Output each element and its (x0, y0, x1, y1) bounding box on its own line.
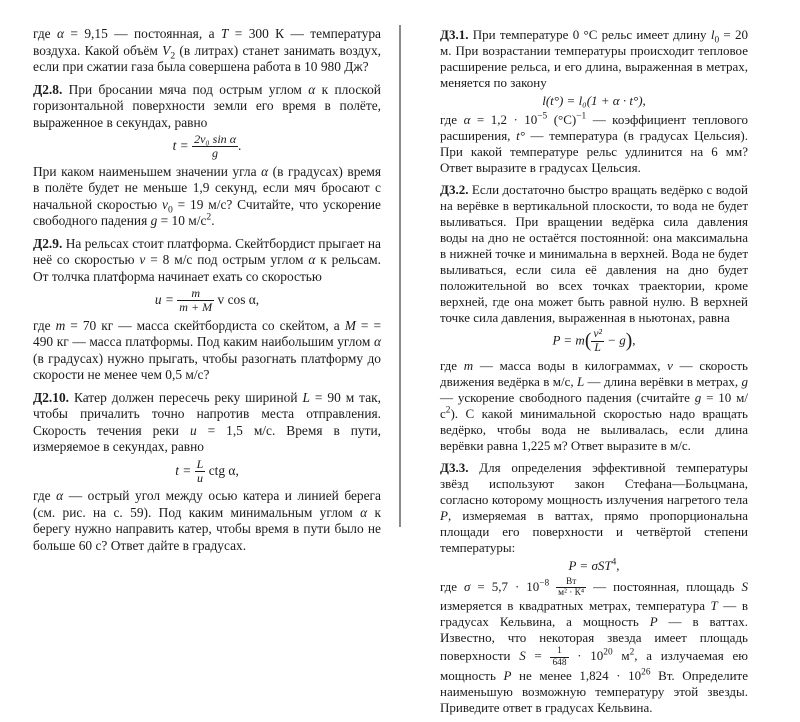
numerator: v² (593, 327, 603, 340)
fraction (195, 458, 206, 486)
area-fraction (550, 646, 568, 668)
text: · 10 (568, 648, 604, 664)
var-alpha: α (56, 26, 65, 41)
formula-lhs: t = (172, 137, 189, 153)
text: (в литрах) станет занимать воздух, если при сжатии газа была совершена работа в 10 980 Дж? (33, 42, 381, 74)
var-t: t° (516, 128, 525, 143)
problem-d3-2 (440, 182, 748, 454)
text: — масса воды в килограммах, (473, 357, 668, 373)
var-v: v (161, 196, 168, 212)
formula-text: l(t°) = l₀(1 + α · t°), (542, 93, 646, 108)
text: При каком наименьшем значении угла (33, 163, 262, 179)
var-g: g (694, 389, 702, 405)
problem-d2-10 (33, 390, 381, 555)
text: Вт. Определите наименьшую возможную температуру этой звезды. Приведите ответ в градусах Кельвина. (440, 667, 748, 715)
text: = 8 м/с под острым углом (145, 252, 309, 268)
paren-close: ) (625, 330, 633, 352)
intro-paragraph (33, 26, 381, 76)
formula-end: , (616, 557, 620, 573)
denominator: u (195, 471, 206, 485)
var-T: T (710, 598, 718, 614)
var-alpha: α (261, 163, 269, 179)
superscript: 2 (445, 405, 451, 416)
problem-number: Д3.3. (440, 459, 469, 475)
formula-lhs: P = m (552, 332, 585, 348)
formula (33, 458, 381, 486)
var-m: m (55, 317, 66, 333)
formula-lhs: u = (154, 291, 174, 307)
text: — коэффициент теплового расширения, (440, 112, 748, 143)
text: к рельсам. От толчка платформа начинает ехать со скоростью (33, 252, 381, 284)
problem-d3-3 (440, 460, 748, 716)
formula-lhs: t = (175, 462, 192, 478)
text: . (211, 213, 215, 229)
denominator: m + M (179, 300, 213, 315)
problem-statement (440, 182, 748, 326)
problem-d3-1 (440, 27, 748, 176)
paren-open: ( (584, 330, 592, 352)
formula-end: . (238, 137, 242, 153)
text: где (33, 488, 57, 504)
superscript: −1 (576, 111, 587, 122)
text: — температура (в градусах Цельсия). При какой температуре рельс удлинится на 6 мм? Ответ выразите в градусах Цельсия. (440, 128, 748, 175)
problem-d2-9 (33, 236, 381, 384)
superscript: −5 (537, 111, 548, 122)
var-alpha: α (360, 504, 368, 520)
text: ). С какой минимальной скоростью надо вращать ведёрко, чтобы вода не выливалась, если длина верёвки равна 1,225 м? Ответ выразите в м/с. (440, 405, 748, 453)
fraction (177, 287, 214, 315)
right-column (440, 27, 748, 722)
subscript: 0 (714, 35, 720, 46)
var-alpha: α (308, 252, 316, 268)
text: При бросании мяча под острым углом (62, 81, 309, 97)
superscript: 26 (641, 667, 651, 678)
problem-question (440, 358, 748, 454)
problem-statement (440, 27, 748, 91)
text: — острый угол между осью катера и линией берега (см. рис. на с. 59). Под каким минимальным углом (33, 488, 381, 520)
problem-statement (33, 82, 381, 132)
problem-question (440, 577, 748, 716)
var-S: S (741, 578, 749, 594)
numerator: 2v₀ sin α (194, 132, 237, 146)
var-L: L (576, 373, 585, 389)
text: — постоянная, площадь (586, 578, 742, 594)
denominator: м² · К⁴ (558, 588, 585, 598)
superscript: 2 (629, 647, 635, 658)
numerator: 1 (557, 646, 562, 657)
text: где (440, 578, 465, 594)
denominator: g (192, 146, 238, 160)
text: (°С) (547, 112, 577, 127)
formula (440, 93, 748, 109)
fraction (591, 328, 604, 355)
var-L: L (302, 389, 310, 405)
text: измеряется в квадратных метрах, температура (440, 598, 711, 614)
text: — длина верёвки в метрах, (584, 373, 742, 389)
subscript: 0 (167, 204, 173, 216)
text: = 20 м. При возрастании температуры происходит тепловое расширение рельса, и его длина, выраженная в метрах, меняется по закону (440, 27, 748, 90)
var-m: m (463, 357, 474, 373)
text: = 9,15 — постоянная, а (64, 26, 221, 41)
superscript: −8 (539, 578, 550, 589)
formula-end: , (632, 332, 636, 348)
text: — в ваттах. Известно, что некоторая звезда имеет площадь поверхности (440, 614, 748, 664)
problem-question (33, 164, 381, 230)
text: = = 490 кг — масса платформы. Под каким наибольшим углом (33, 317, 381, 350)
text: где (440, 112, 464, 127)
text: , а излучаемая ею мощность (440, 648, 748, 683)
superscript: 2 (206, 211, 212, 223)
problem-statement (33, 390, 381, 456)
text: = 300 К — температура воздуха. Какой объём (33, 26, 381, 58)
var-u: u (189, 422, 197, 438)
text: Для определения эффективной температуры звёзд используют закон Стефана—Больцмана, согласно которому мощность излучения нагретого тела (440, 459, 748, 507)
text: = 5,7 · 10 (470, 578, 540, 594)
text: На рельсах стоит платформа. Скейтбордист прыгает на неё со скоростью (33, 235, 381, 268)
text: Если достаточно быстро вращать ведёрко с водой на верёвке в вертикальной плоскости, то вода не будет выливаться. При вращении ведёрка сила давления воды на дно не остаётся постоянной: она максимальна в нижней точке и минимальна в верхней. Вода не будет выливаться, если сила её давления на дно будет положительной во всех точках траектории, кроме верхней, где она может быть равной нулю. В верхней точке сила давления, выраженная в ньютонах, равна (440, 182, 748, 325)
text: = 1,5 м/с. Время в пути, измеряемое в секундах, равно (33, 422, 381, 455)
text: = 70 кг — масса скейтбордиста со скейтом, а (65, 317, 345, 333)
var-P: P (649, 614, 658, 630)
problem-number: Д2.10. (33, 389, 69, 405)
numerator: L (196, 456, 204, 471)
text: — ускорение свободного падения (считайте (440, 389, 695, 405)
formula-minus-g: − g (604, 332, 626, 348)
problem-question (33, 318, 381, 384)
var-P: P (440, 507, 448, 523)
superscript: 4 (611, 557, 617, 568)
text: = 10 м/с (157, 213, 207, 229)
formula (33, 287, 381, 315)
formula-rhs: v cos α, (217, 291, 260, 307)
text: где (33, 317, 56, 333)
text: (в градусах) время в полёте будет не меньше 1,9 секунд, если мяч бросают с начальной скоростью (33, 163, 381, 212)
problem-number: Д3.1. (440, 27, 469, 42)
var-alpha: α (463, 112, 471, 127)
denominator: 648 (552, 657, 567, 668)
left-column (33, 26, 381, 560)
var-T: T (220, 26, 229, 41)
problem-question (440, 112, 748, 176)
var-P: P (503, 667, 512, 683)
problem-statement (440, 460, 748, 556)
var-v: v (139, 252, 146, 268)
text: = 19 м/с? Считайте, что ускорение свободного падения (33, 196, 381, 229)
text: = 10 м/с (440, 389, 748, 421)
var-alpha: α (56, 488, 64, 504)
formula-text: P = σST (568, 557, 612, 573)
text: м (612, 648, 630, 664)
problem-question (33, 488, 381, 554)
subscript: 2 (170, 50, 176, 62)
text: = 90 м так, чтобы причалить точно напротив места отправления. Скорость течения реки (33, 389, 381, 438)
text: — в градусах Кельвина, а мощность (440, 598, 748, 630)
unit-fraction (556, 577, 586, 599)
text: где (33, 26, 57, 41)
var-g: g (150, 213, 158, 229)
superscript: 20 (603, 647, 613, 658)
formula (440, 328, 748, 355)
text: , измеряемая в ваттах, прямо пропорциональна площади его поверхности и четвёртой степени температуры: (440, 507, 748, 555)
text: = (525, 648, 551, 664)
problem-statement (33, 236, 381, 286)
text: При температуре 0 °С рельс имеет длину (468, 27, 711, 42)
problem-number: Д3.2. (440, 182, 469, 197)
var-alpha: α (308, 81, 316, 97)
var-M: M (344, 317, 356, 333)
var-sigma: σ (464, 578, 471, 594)
text: к берегу нужно направить катер, чтобы время в пути было не больше 60 с? Ответ дайте в градусах. (33, 504, 381, 553)
denominator: L (591, 341, 604, 355)
formula (33, 133, 381, 161)
text: (в градусах) нужно прыгать, чтобы разогнать платформу до скорости не менее чем 0,5 м/с? (33, 350, 381, 383)
var-V: V (162, 42, 171, 58)
var-g: g (741, 373, 748, 389)
problem-number: Д2.8. (33, 81, 63, 97)
text: = 1,2 · 10 (470, 112, 538, 127)
formula-rhs: ctg α, (208, 462, 239, 478)
column-divider (399, 25, 401, 527)
var-l: l (710, 27, 715, 42)
text: не менее 1,824 · 10 (511, 667, 642, 683)
text: где (440, 357, 464, 373)
numerator: Вт (566, 576, 577, 587)
text: к плоской горизонтальной поверхности земли его время в полёте, выраженное в секундах, равно (33, 81, 381, 130)
fraction (192, 133, 238, 161)
problem-d2-8 (33, 82, 381, 230)
var-v: v (667, 357, 673, 373)
var-alpha: α (373, 334, 381, 350)
text: — скорость движения ведёрка в м/с, (440, 357, 748, 389)
text: Катер должен пересечь реку шириной (69, 389, 303, 405)
numerator: m (191, 286, 201, 301)
var-S: S (519, 648, 526, 664)
problem-number: Д2.9. (33, 235, 63, 251)
